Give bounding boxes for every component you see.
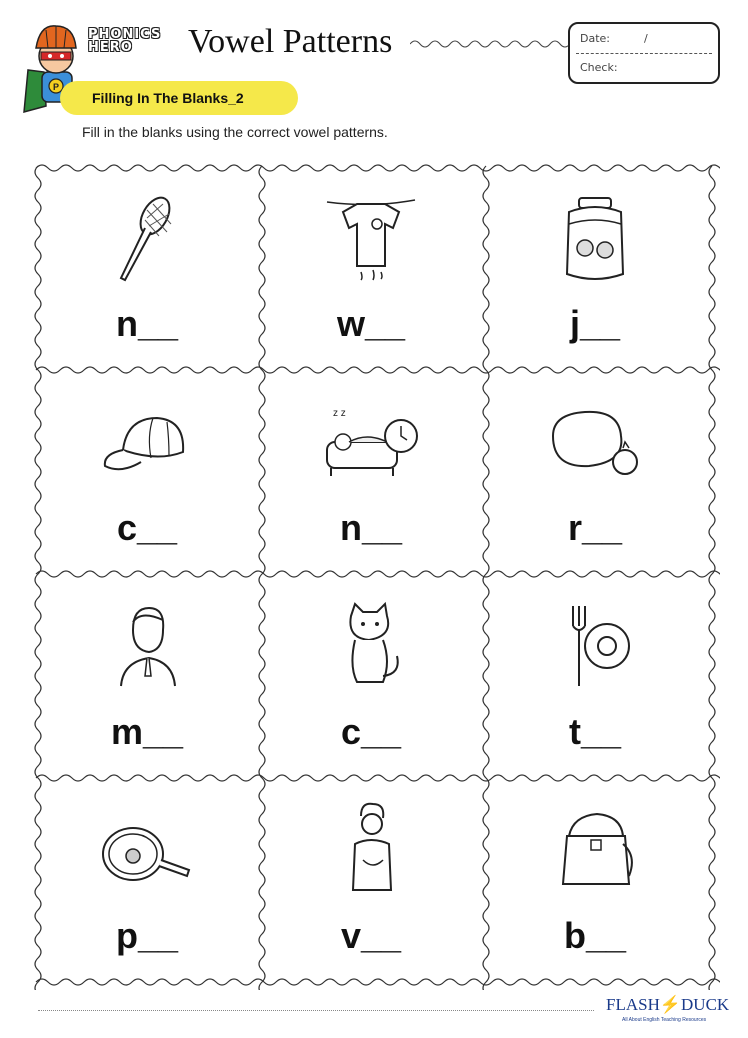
man-icon <box>97 596 197 696</box>
footer-divider <box>38 1010 594 1011</box>
card-word-wet: w__ <box>336 303 406 344</box>
vet-icon <box>321 800 421 900</box>
nap-couch-icon <box>321 392 421 492</box>
card-bag <box>482 780 708 984</box>
brand-line-2: HERO <box>88 40 133 55</box>
cap-icon <box>97 392 197 492</box>
card-man <box>34 576 260 780</box>
card-word-jam: j__ <box>569 303 621 344</box>
lightning-bolt-icon: ⚡ <box>659 995 682 1014</box>
card-nap <box>258 372 484 576</box>
card-word-pan: p__ <box>115 915 179 956</box>
doughnut-fork-icon <box>545 596 645 696</box>
logo-text-right: DUCK <box>681 995 730 1014</box>
card-word-root: r__ <box>567 507 623 548</box>
page-title: Vowel Patterns <box>188 23 393 60</box>
date-check-box <box>568 22 720 84</box>
check-label: Check: <box>580 61 618 74</box>
card-word-nap: n__ <box>339 507 403 548</box>
bag-icon <box>545 800 645 900</box>
card-word-cap: c__ <box>116 507 178 548</box>
frying-pan-icon <box>97 800 197 900</box>
date-separator: / <box>644 32 648 45</box>
card-cat <box>258 576 484 780</box>
date-divider <box>576 53 712 54</box>
wet-shirt-icon <box>321 188 421 288</box>
card-word-cat: c__ <box>340 711 402 752</box>
svg-text:z z: z z <box>333 408 346 419</box>
card-vet <box>258 780 484 984</box>
card-cap <box>34 372 260 576</box>
instruction-text: Fill in the blanks using the correct vowel patterns. <box>82 124 388 140</box>
cat-icon <box>321 596 421 696</box>
card-tin <box>482 576 708 780</box>
svg-text:P: P <box>53 82 60 92</box>
logo-text-left: FLASH <box>606 995 660 1014</box>
card-word-bag: b__ <box>563 915 627 956</box>
phonics-hero-brand <box>88 28 161 54</box>
card-word-net: n__ <box>115 303 179 344</box>
subtitle-text: Filling In The Blanks_2 <box>92 90 244 106</box>
card-wet <box>258 168 484 372</box>
logo-tagline: All About English Teaching Resources <box>622 1017 707 1023</box>
brand-line-1: PHONICS <box>88 27 162 42</box>
card-net <box>34 168 260 372</box>
card-root <box>482 372 708 576</box>
jam-jar-icon <box>545 188 645 288</box>
title-wavy-line <box>410 36 570 52</box>
card-pan <box>34 780 260 984</box>
card-word-man: m__ <box>110 711 184 752</box>
subtitle-banner <box>60 81 298 115</box>
flash-duck-logo <box>606 995 729 1015</box>
card-word-vet: v__ <box>340 915 402 956</box>
card-jam <box>482 168 708 372</box>
card-word-tin: t__ <box>568 711 622 752</box>
potato-icon <box>545 392 645 492</box>
date-label: Date: <box>580 32 610 45</box>
net-icon <box>97 188 197 288</box>
